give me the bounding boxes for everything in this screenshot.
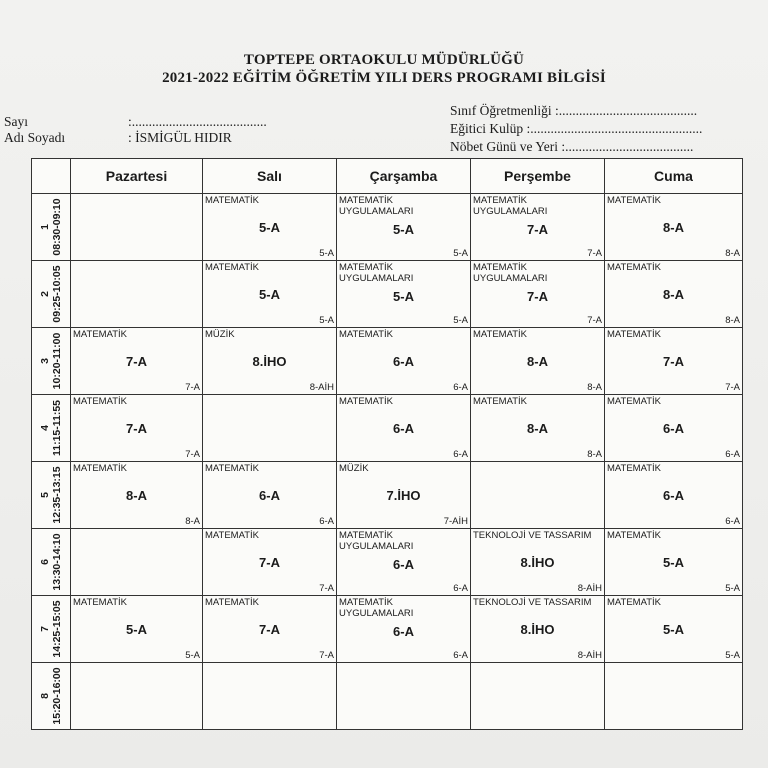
lesson-room: 8-A — [587, 449, 602, 460]
lesson-room: 7-A — [587, 248, 602, 259]
name-value: : İSMİGÜL HIDIR — [128, 130, 232, 145]
lesson-cell — [471, 663, 605, 730]
school-title: TOPTEPE ORTAOKULU MÜDÜRLÜĞÜ — [243, 52, 525, 68]
period-number: 3 — [39, 358, 51, 364]
lesson-room: 6-A — [725, 449, 740, 460]
lesson-subject: TEKNOLOJİ VE TASSARIM — [473, 530, 592, 541]
lesson-room: 5-A — [453, 248, 468, 259]
lesson-room: 5-A — [453, 315, 468, 326]
lesson-subject: MATEMATİK — [339, 329, 394, 340]
period-number: 1 — [39, 224, 51, 230]
lesson-cell — [71, 261, 203, 328]
lesson-cell — [203, 261, 337, 328]
lesson-subject: MATEMATİK UYGULAMALARI — [339, 530, 414, 552]
period-cell — [32, 261, 71, 328]
class-teacher-line: Sınıf Öğretmenliği :......................................... — [450, 103, 698, 118]
lesson-subject: MÜZİK — [339, 463, 369, 474]
lesson-cell — [605, 261, 743, 328]
lesson-room: 7-A — [319, 650, 334, 661]
lesson-cell — [71, 529, 203, 596]
lesson-cell — [471, 462, 605, 529]
lesson-room: 6-A — [453, 650, 468, 661]
lesson-cell — [605, 328, 743, 395]
lesson-room: 5-A — [319, 248, 334, 259]
table-row — [32, 261, 743, 328]
lesson-room: 5-A — [725, 650, 740, 661]
lesson-cell — [605, 194, 743, 261]
lesson-class: 5-A — [663, 622, 684, 637]
lesson-class: 8.İHO — [520, 622, 555, 637]
lesson-cell — [203, 328, 337, 395]
lesson-subject: MATEMATİK — [607, 195, 662, 206]
lesson-class: 7.İHO — [386, 488, 421, 503]
table-row — [32, 596, 743, 663]
lesson-class: 6-A — [393, 354, 414, 369]
lesson-class: 7-A — [126, 421, 147, 436]
period-time: 10:20-11:00 — [51, 332, 63, 390]
period-number: 5 — [39, 492, 51, 498]
program-subtitle: 2021-2022 EĞİTİM ÖĞRETİM YILI DERS PROGRAMI BİLGİSİ — [162, 70, 606, 86]
period-time: 12:35-13:15 — [51, 466, 63, 524]
lesson-subject: MATEMATİK — [607, 262, 662, 273]
lesson-cell — [605, 529, 743, 596]
club-line: Eğitici Kulüp :................................................... — [450, 121, 703, 136]
lesson-subject: MATEMATİK — [205, 463, 260, 474]
lesson-room: 5-A — [185, 650, 200, 661]
lesson-subject: MATEMATİK UYGULAMALARI — [339, 195, 414, 217]
lesson-class: 8.İHO — [252, 354, 287, 369]
period-cell — [32, 663, 71, 730]
period-cell — [32, 596, 71, 663]
period-label — [39, 533, 63, 590]
lesson-subject: MATEMATİK — [205, 597, 260, 608]
period-label — [39, 265, 63, 322]
lesson-class: 6-A — [663, 488, 684, 503]
period-number: 2 — [39, 291, 51, 297]
lesson-cell — [471, 395, 605, 462]
lesson-cell — [337, 596, 471, 663]
lesson-room: 6-A — [725, 516, 740, 527]
duty-line: Nöbet Günü ve Yeri :...................................... — [450, 139, 694, 154]
lesson-cell — [71, 194, 203, 261]
lesson-cell — [337, 529, 471, 596]
lesson-room: 8-A — [185, 516, 200, 527]
lesson-room: 8-A — [725, 248, 740, 259]
period-label — [39, 333, 63, 390]
lesson-room: 8-AİH — [577, 583, 602, 594]
sayi-value: :........................................ — [128, 114, 267, 129]
lesson-cell — [71, 328, 203, 395]
period-cell — [32, 328, 71, 395]
day-header: Perşembe — [471, 159, 605, 194]
lesson-class: 7-A — [259, 555, 280, 570]
period-cell — [32, 194, 71, 261]
lesson-class: 8-A — [527, 354, 548, 369]
lesson-subject: MATEMATİK — [339, 396, 394, 407]
lesson-room: 8-AİH — [577, 650, 602, 661]
lesson-cell — [203, 663, 337, 730]
lesson-room: 8-A — [725, 315, 740, 326]
period-label — [39, 400, 63, 456]
lesson-class: 6-A — [393, 557, 414, 572]
lesson-cell — [471, 529, 605, 596]
lesson-class: 5-A — [126, 622, 147, 637]
period-time: 11:15-11:55 — [51, 399, 63, 457]
period-time: 08:30-09:10 — [51, 198, 63, 256]
period-label — [39, 466, 63, 523]
table-row — [32, 194, 743, 261]
lesson-room: 7-AİH — [443, 516, 468, 527]
lesson-room: 5-A — [725, 583, 740, 594]
lesson-room: 8-AİH — [309, 382, 334, 393]
lesson-class: 6-A — [663, 421, 684, 436]
period-cell — [32, 462, 71, 529]
lesson-subject: MATEMATİK — [73, 329, 128, 340]
lesson-room: 7-A — [587, 315, 602, 326]
lesson-class: 5-A — [663, 555, 684, 570]
lesson-subject: MATEMATİK UYGULAMALARI — [473, 195, 548, 217]
lesson-cell — [71, 462, 203, 529]
period-number: 8 — [39, 693, 51, 699]
lesson-subject: MATEMATİK — [205, 530, 260, 541]
table-row — [32, 462, 743, 529]
day-header: Çarşamba — [337, 159, 471, 194]
period-label — [39, 600, 63, 657]
lesson-class: 6-A — [393, 624, 414, 639]
corner-cell — [32, 159, 71, 194]
lesson-cell — [203, 529, 337, 596]
period-number: 4 — [39, 425, 51, 431]
lesson-room: 6-A — [453, 449, 468, 460]
lesson-room: 6-A — [319, 516, 334, 527]
period-cell — [32, 529, 71, 596]
period-time: 13:30-14:10 — [51, 533, 63, 591]
lesson-cell — [337, 194, 471, 261]
period-time: 15:20-16:00 — [51, 667, 63, 725]
lesson-cell — [337, 328, 471, 395]
lesson-subject: MATEMATİK — [607, 329, 662, 340]
lesson-class: 7-A — [663, 354, 684, 369]
lesson-cell — [71, 596, 203, 663]
lesson-cell — [71, 663, 203, 730]
lesson-room: 7-A — [319, 583, 334, 594]
lesson-room: 7-A — [725, 382, 740, 393]
lesson-cell — [471, 596, 605, 663]
lesson-subject: MATEMATİK — [607, 530, 662, 541]
lesson-class: 8-A — [663, 287, 684, 302]
lesson-class: 7-A — [527, 222, 548, 237]
lesson-room: 5-A — [319, 315, 334, 326]
lesson-cell — [203, 395, 337, 462]
day-header: Salı — [203, 159, 337, 194]
lesson-cell — [203, 462, 337, 529]
table-row — [32, 529, 743, 596]
lesson-class: 7-A — [527, 289, 548, 304]
lesson-class: 8-A — [527, 421, 548, 436]
lesson-cell — [605, 462, 743, 529]
lesson-room: 6-A — [453, 583, 468, 594]
table-row — [32, 395, 743, 462]
lesson-class: 7-A — [259, 622, 280, 637]
lesson-cell — [337, 462, 471, 529]
lesson-subject: MATEMATİK — [607, 463, 662, 474]
lesson-subject: MATEMATİK — [607, 597, 662, 608]
day-header: Cuma — [605, 159, 743, 194]
name-label: Adı Soyadı — [4, 130, 66, 145]
lesson-class: 6-A — [393, 421, 414, 436]
lesson-subject: MATEMATİK UYGULAMALARI — [339, 262, 414, 284]
lesson-cell — [605, 663, 743, 730]
lesson-room: 7-A — [185, 449, 200, 460]
lesson-subject: MATEMATİK — [73, 463, 128, 474]
lesson-subject: MÜZİK — [205, 329, 235, 340]
lesson-cell — [337, 395, 471, 462]
period-cell — [32, 395, 71, 462]
lesson-room: 8-A — [587, 382, 602, 393]
schedule-table — [31, 158, 743, 730]
lesson-cell — [203, 194, 337, 261]
lesson-class: 5-A — [393, 289, 414, 304]
lesson-cell — [605, 395, 743, 462]
period-number: 6 — [39, 559, 51, 565]
lesson-class: 5-A — [393, 222, 414, 237]
lesson-cell — [337, 663, 471, 730]
table-row — [32, 663, 743, 730]
lesson-room: 7-A — [185, 382, 200, 393]
period-number: 7 — [39, 626, 51, 632]
lesson-class: 8-A — [663, 220, 684, 235]
day-header-row — [32, 159, 743, 194]
lesson-cell — [605, 596, 743, 663]
lesson-subject: TEKNOLOJİ VE TASSARIM — [473, 597, 592, 608]
lesson-cell — [337, 261, 471, 328]
lesson-subject: MATEMATİK — [73, 396, 128, 407]
period-time: 14:25-15:05 — [51, 600, 63, 658]
lesson-subject: MATEMATİK UYGULAMALARI — [339, 597, 414, 619]
lesson-room: 6-A — [453, 382, 468, 393]
lesson-class: 7-A — [126, 354, 147, 369]
table-row — [32, 328, 743, 395]
lesson-class: 8.İHO — [520, 555, 555, 570]
lesson-subject: MATEMATİK — [607, 396, 662, 407]
lesson-subject: MATEMATİK UYGULAMALARI — [473, 262, 548, 284]
lesson-subject: MATEMATİK — [473, 396, 528, 407]
lesson-cell — [71, 395, 203, 462]
day-header: Pazartesi — [71, 159, 203, 194]
lesson-class: 8-A — [126, 488, 147, 503]
lesson-cell — [471, 261, 605, 328]
lesson-class: 5-A — [259, 220, 280, 235]
period-time: 09:25-10:05 — [51, 265, 63, 323]
lesson-subject: MATEMATİK — [473, 329, 528, 340]
lesson-subject: MATEMATİK — [205, 195, 260, 206]
period-label — [39, 667, 63, 724]
lesson-cell — [203, 596, 337, 663]
period-label — [39, 198, 63, 255]
lesson-cell — [471, 194, 605, 261]
lesson-subject: MATEMATİK — [73, 597, 128, 608]
sayi-label: Sayı — [4, 114, 29, 129]
lesson-class: 5-A — [259, 287, 280, 302]
lesson-subject: MATEMATİK — [205, 262, 260, 273]
lesson-cell — [471, 328, 605, 395]
lesson-class: 6-A — [259, 488, 280, 503]
